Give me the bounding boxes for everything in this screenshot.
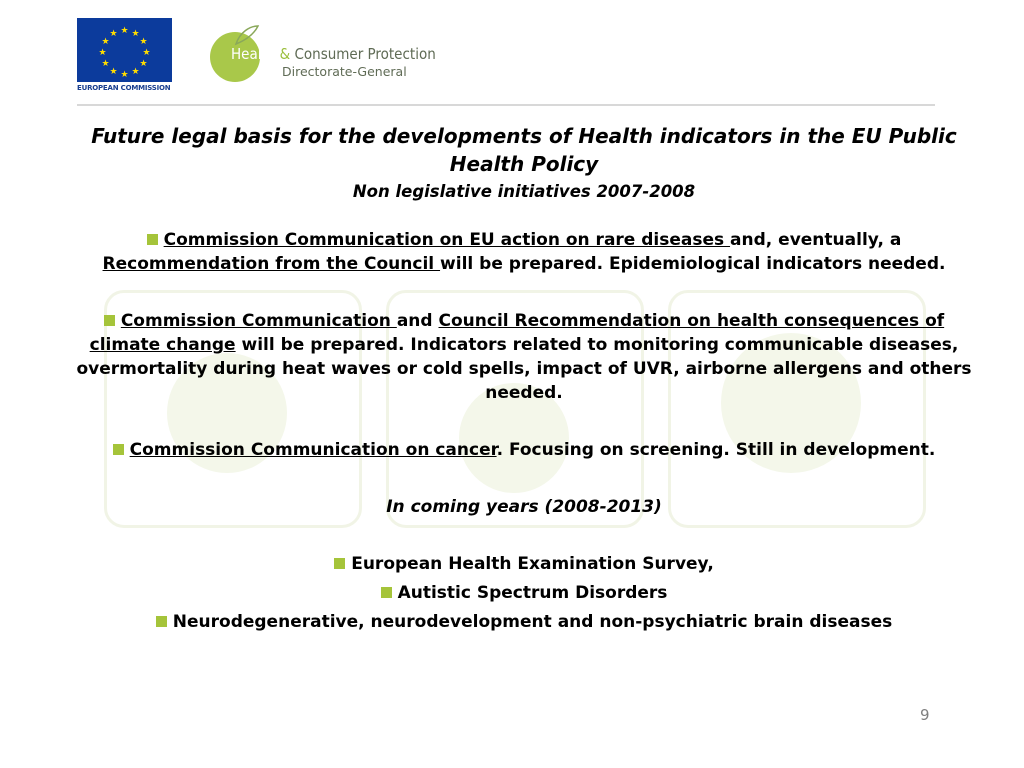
bullet-square-icon [104, 315, 115, 326]
eu-flag-icon [77, 18, 172, 82]
svg-text:★: ★ [98, 48, 107, 58]
slide-content [70, 122, 978, 634]
coming-years-heading: In coming years (2008-2013) [386, 497, 662, 517]
bullet-square-icon [147, 234, 158, 245]
leaf-icon [232, 24, 262, 46]
list-item [70, 581, 978, 605]
svg-text:★: ★ [101, 59, 110, 69]
svg-text:★: ★ [109, 67, 118, 77]
svg-text:★: ★ [120, 70, 129, 80]
health-consumer-protection-logo [210, 24, 470, 84]
ec-logo-text: EUROPEAN COMMISSION [77, 84, 171, 92]
header-divider [77, 104, 935, 106]
dg-title-rest: Consumer Protection [294, 45, 436, 63]
rare-diseases-link[interactable]: Commission Communication on EU action on rare diseases [163, 230, 731, 250]
council-recommendation-link[interactable]: Recommendation from the Council [102, 254, 441, 274]
paragraph-text: and, eventually, a [730, 230, 902, 250]
svg-text:★: ★ [101, 37, 110, 47]
svg-text:★: ★ [131, 67, 140, 77]
commission-communication-link[interactable]: Commission Communication [120, 311, 397, 331]
paragraph-cancer [70, 438, 978, 462]
bullet-square-icon [334, 558, 345, 569]
climate-change-recommendation-link[interactable]: Council Recommendation on health consequences of climate change [89, 311, 945, 355]
paragraph-text: will be prepared. Indicators related to monitoring communicable diseases, overmortality during heat waves or cold spells, impact of UVR, airborne allergens and others needed. [76, 335, 972, 403]
paragraph-climate-change [70, 309, 978, 405]
slide-title: Future legal basis for the developments of Health indicators in the EU Public Health Policy [91, 124, 957, 176]
paragraph-text: will be prepared. Epidemiological indicators needed. [440, 254, 946, 274]
svg-text:★: ★ [139, 59, 148, 69]
bullet-square-icon [381, 587, 392, 598]
bullet-square-icon [113, 444, 124, 455]
bullet-square-icon [156, 616, 167, 627]
page-number: 9 [920, 706, 930, 724]
dg-subtitle: Directorate-General [282, 64, 407, 79]
paragraph-text: and [396, 311, 439, 331]
cancer-communication-link[interactable]: Commission Communication on cancer [129, 440, 497, 460]
paragraph-text: . Focusing on screening. Still in development. [496, 440, 936, 460]
svg-text:★: ★ [139, 37, 148, 47]
slide-subtitle: Non legislative initiatives 2007-2008 [352, 182, 696, 201]
paragraph-rare-diseases [70, 228, 978, 276]
svg-text:★: ★ [120, 26, 129, 36]
list-item [70, 552, 978, 576]
dg-title-health: Health [231, 45, 276, 63]
dg-title [231, 45, 436, 63]
dg-title-amp: & [279, 45, 291, 63]
list-item-text: European Health Examination Survey, [351, 554, 714, 574]
list-item-text: Autistic Spectrum Disorders [397, 583, 668, 603]
european-commission-logo [77, 18, 172, 94]
svg-text:★: ★ [131, 29, 140, 39]
list-item-text: Neurodegenerative, neurodevelopment and non-psychiatric brain diseases [172, 612, 893, 632]
list-item [70, 610, 978, 634]
svg-text:★: ★ [109, 29, 118, 39]
svg-text:★: ★ [142, 48, 151, 58]
